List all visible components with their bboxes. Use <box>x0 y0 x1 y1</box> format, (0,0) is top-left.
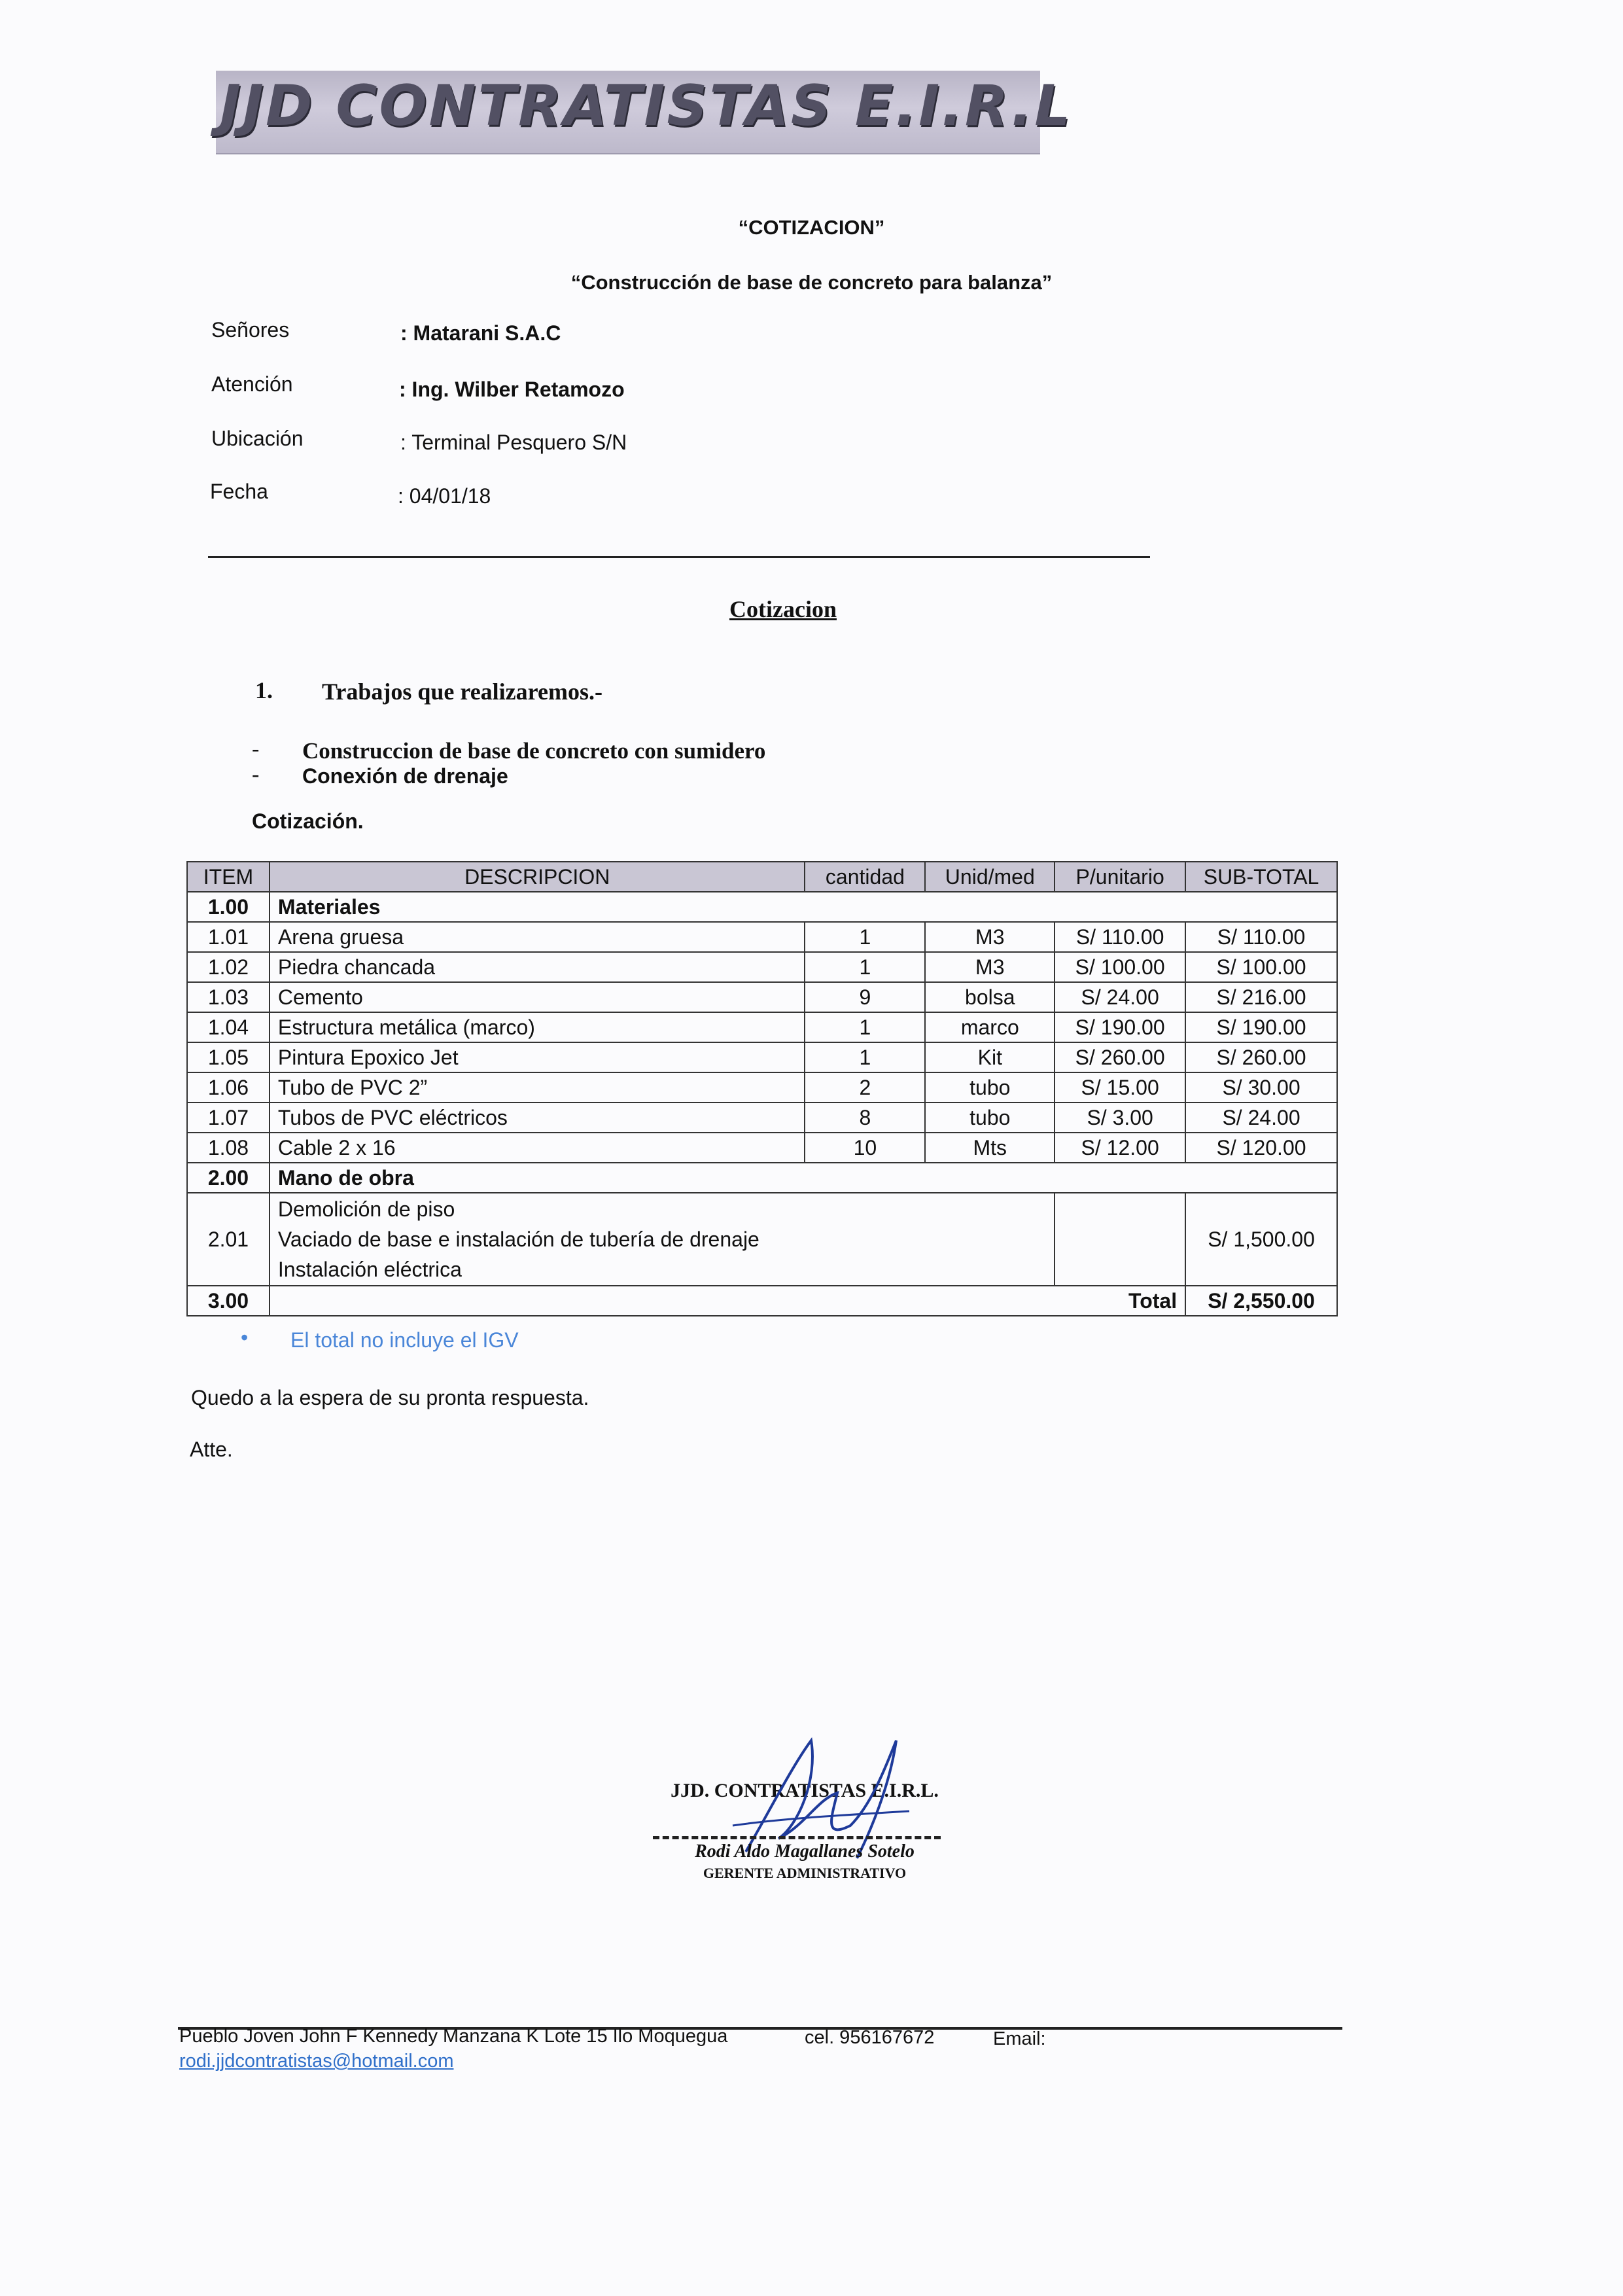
group-label: Mano de obra <box>270 1163 1337 1193</box>
cell-subtotal: S/ 24.00 <box>1185 1103 1337 1133</box>
cell-quantity: 10 <box>805 1133 925 1163</box>
cell-item: 1.02 <box>187 952 270 982</box>
cell-unit-price: S/ 260.00 <box>1055 1042 1185 1072</box>
footer-address: Pueblo Joven John F Kennedy Manzana K Lote 15 Ilo Moquegua <box>179 2026 728 2047</box>
cell-item: 1.07 <box>187 1103 270 1133</box>
signature-name: Rodi Aldo Magallanes Sotelo <box>695 1841 915 1862</box>
table-row <box>187 1042 1337 1072</box>
labor-line: Vaciado de base e instalación de tubería de drenaje <box>277 1227 759 1251</box>
cell-unit-price: S/ 12.00 <box>1055 1133 1185 1163</box>
footer-phone: cel. 956167672 <box>805 2027 935 2048</box>
section-title: Cotizacion <box>729 596 837 622</box>
cell-unit: bolsa <box>925 982 1055 1012</box>
cell-item: 1.08 <box>187 1133 270 1163</box>
info-label-ubicacion: Ubicación <box>211 427 304 450</box>
cell-unit-price: S/ 24.00 <box>1055 982 1185 1012</box>
cell-subtotal: S/ 30.00 <box>1185 1072 1337 1103</box>
table-header-row <box>187 862 1337 892</box>
group-item: 2.00 <box>187 1163 270 1193</box>
table-row <box>187 1072 1337 1103</box>
info-value-date: : 04/01/18 <box>398 484 491 508</box>
total-row <box>187 1286 1337 1316</box>
cell-description: Estructura metálica (marco) <box>270 1012 805 1042</box>
signature-company: JJD. CONTRATISTAS E.I.R.L. <box>671 1780 939 1801</box>
cell-description: Pintura Epoxico Jet <box>270 1042 805 1072</box>
cell-item: 1.04 <box>187 1012 270 1042</box>
cell-unit-price: S/ 100.00 <box>1055 952 1185 982</box>
table-row <box>187 1133 1337 1163</box>
cell-unit-price: S/ 15.00 <box>1055 1072 1185 1103</box>
col-header-unit: Unid/med <box>925 862 1055 892</box>
closing-message: Quedo a la espera de su pronta respuesta. <box>191 1386 589 1409</box>
cell-subtotal: S/ 216.00 <box>1185 982 1337 1012</box>
info-label-fecha: Fecha <box>210 480 268 503</box>
document-type: “COTIZACION” <box>738 216 885 239</box>
cell-quantity: 9 <box>805 982 925 1012</box>
cell-quantity: 8 <box>805 1103 925 1133</box>
table-row <box>187 1103 1337 1133</box>
cell-unit-price: S/ 110.00 <box>1055 922 1185 952</box>
group-row <box>187 1163 1337 1193</box>
cell-unit: tubo <box>925 1072 1055 1103</box>
table-row <box>187 982 1337 1012</box>
col-header-subtotal: SUB-TOTAL <box>1185 862 1337 892</box>
cell-quantity: 1 <box>805 922 925 952</box>
company-logo-text: JJD CONTRATISTAS E.I.R.L <box>220 73 1073 139</box>
cell-unit: marco <box>925 1012 1055 1042</box>
cell-unit: Mts <box>925 1133 1055 1163</box>
cell-subtotal: S/ 120.00 <box>1185 1133 1337 1163</box>
document-subject: “Construcción de base de concreto para balanza” <box>570 271 1053 294</box>
cell-quantity: 1 <box>805 1012 925 1042</box>
info-label-atencion: Atención <box>211 372 293 396</box>
cell-item: 1.05 <box>187 1042 270 1072</box>
info-value-location: : Terminal Pesquero S/N <box>400 431 627 454</box>
cell-quantity: 1 <box>805 1042 925 1072</box>
quote-table <box>186 861 1338 1316</box>
cell-description: Cable 2 x 16 <box>270 1133 805 1163</box>
labor-line: Instalación eléctrica <box>277 1258 462 1281</box>
cell-item: 1.03 <box>187 982 270 1012</box>
work-heading: Trabajos que realizaremos.- <box>322 679 602 705</box>
cell-empty <box>1055 1193 1185 1286</box>
cell-labor-description <box>270 1193 1055 1286</box>
total-value: S/ 2,550.00 <box>1185 1286 1337 1316</box>
table-row <box>187 952 1337 982</box>
group-row <box>187 892 1337 922</box>
info-value-client: : Matarani S.A.C <box>400 321 561 345</box>
work-item: Construccion de base de concreto con sumidero <box>302 738 766 764</box>
header-divider <box>208 556 1150 558</box>
work-number: 1. <box>255 677 273 703</box>
footer-email-label: Email: <box>993 2028 1046 2049</box>
note-text: El total no incluye el IGV <box>290 1328 519 1352</box>
cell-description: Arena gruesa <box>270 922 805 952</box>
labor-line: Demolición de piso <box>277 1197 455 1221</box>
col-header-item: ITEM <box>187 862 270 892</box>
cell-item: 1.06 <box>187 1072 270 1103</box>
cell-subtotal: S/ 260.00 <box>1185 1042 1337 1072</box>
bullet-dash: - <box>252 737 260 761</box>
col-header-quantity: cantidad <box>805 862 925 892</box>
cell-subtotal: S/ 1,500.00 <box>1185 1193 1337 1286</box>
note-bullet: • <box>241 1326 249 1349</box>
company-logo <box>216 71 1073 153</box>
labor-row <box>187 1193 1337 1286</box>
col-header-unit-price: P/unitario <box>1055 862 1185 892</box>
cell-unit: M3 <box>925 922 1055 952</box>
total-label: Total <box>270 1286 1185 1316</box>
table-row <box>187 922 1337 952</box>
cell-unit: Kit <box>925 1042 1055 1072</box>
cell-subtotal: S/ 110.00 <box>1185 922 1337 952</box>
signature-line <box>653 1836 941 1839</box>
cell-description: Tubos de PVC eléctricos <box>270 1103 805 1133</box>
cell-description: Cemento <box>270 982 805 1012</box>
cell-subtotal: S/ 100.00 <box>1185 952 1337 982</box>
cell-unit-price: S/ 190.00 <box>1055 1012 1185 1042</box>
table-row <box>187 1012 1337 1042</box>
cell-subtotal: S/ 190.00 <box>1185 1012 1337 1042</box>
cell-description: Tubo de PVC 2” <box>270 1072 805 1103</box>
group-item: 1.00 <box>187 892 270 922</box>
signature-title: GERENTE ADMINISTRATIVO <box>703 1865 907 1881</box>
closing-atte: Atte. <box>190 1438 233 1461</box>
col-header-description: DESCRIPCION <box>270 862 805 892</box>
footer-email-link[interactable]: rodi.jjdcontratistas@hotmail.com <box>179 2051 454 2072</box>
quote-label: Cotización. <box>252 809 364 833</box>
cell-item: 2.01 <box>187 1193 270 1286</box>
info-label-senores: Señores <box>211 318 290 342</box>
total-item: 3.00 <box>187 1286 270 1316</box>
group-label: Materiales <box>270 892 1337 922</box>
work-item: Conexión de drenaje <box>302 764 508 788</box>
cell-quantity: 1 <box>805 952 925 982</box>
bullet-dash: - <box>252 762 260 786</box>
cell-unit: tubo <box>925 1103 1055 1133</box>
cell-description: Piedra chancada <box>270 952 805 982</box>
info-value-contact: : Ing. Wilber Retamozo <box>399 378 625 401</box>
cell-unit-price: S/ 3.00 <box>1055 1103 1185 1133</box>
cell-item: 1.01 <box>187 922 270 952</box>
cell-quantity: 2 <box>805 1072 925 1103</box>
cell-unit: M3 <box>925 952 1055 982</box>
